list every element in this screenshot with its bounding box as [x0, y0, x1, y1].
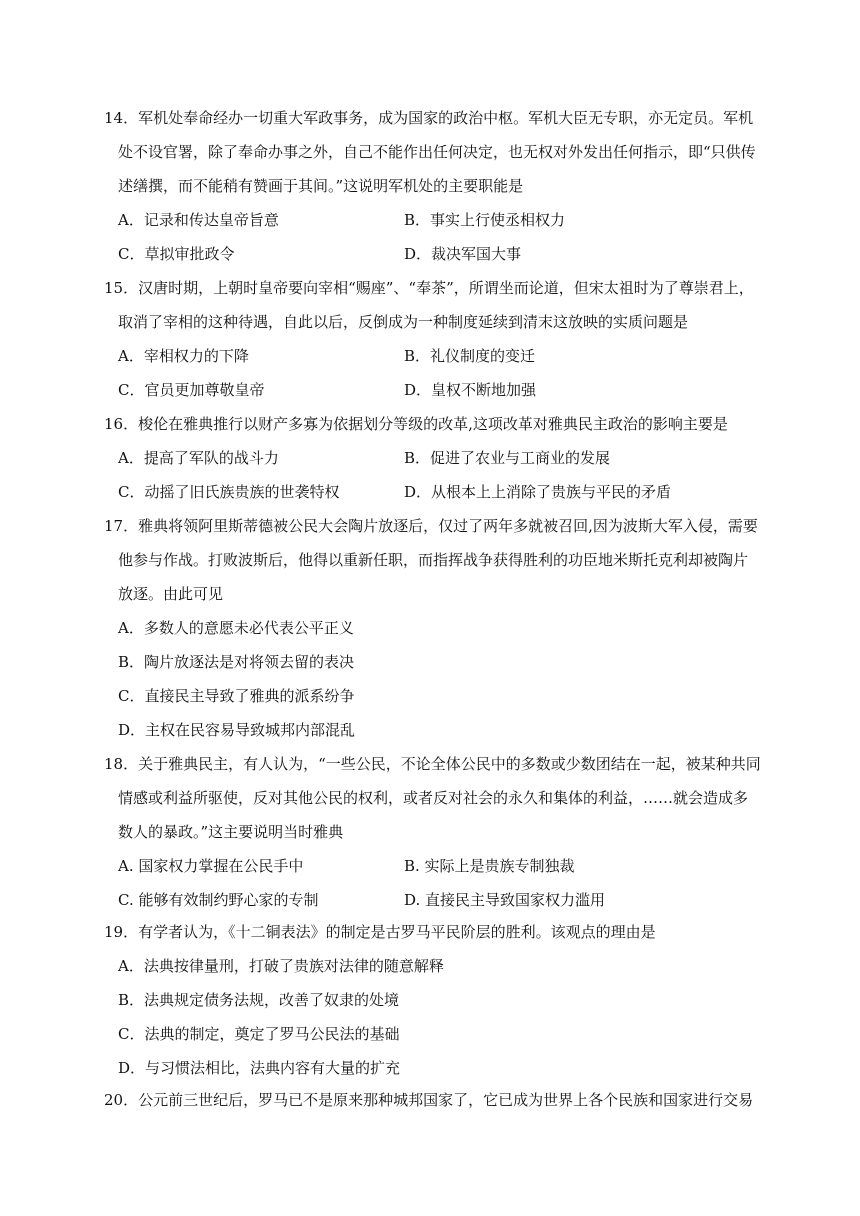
question-15-option-d[interactable]: D．皇权不断地加强	[404, 381, 537, 399]
question-19	[104, 915, 764, 949]
question-14-line-3: 述缮撰，而不能稍有赞画于其间。”这说明军机处的主要职能是	[118, 177, 524, 195]
question-19-option-c[interactable]: C．法典的制定，奠定了罗马公民法的基础	[118, 1025, 400, 1043]
question-20	[104, 1083, 764, 1117]
question-17-option-a[interactable]: A．多数人的意愿未必代表公平正义	[118, 619, 354, 637]
question-16	[104, 407, 764, 441]
question-16-line-1: 16．梭伦在雅典推行以财产多寡为依据划分等级的改革,这项改革对雅典民主政治的影响主要是	[104, 415, 728, 433]
question-19-option-a[interactable]: A．法典按律量刑，打破了贵族对法律的随意解释	[118, 957, 444, 975]
question-14-option-c[interactable]: C．草拟审批政令	[118, 245, 235, 263]
question-15-option-b[interactable]: B．礼仪制度的变迁	[404, 347, 536, 365]
question-19-option-d[interactable]: D．与习惯法相比，法典内容有大量的扩充	[118, 1059, 401, 1077]
question-14-line-2: 处不设官署，除了奉命办事之外，自己不能作出任何决定，也无权对外发出任何指示，即“只供传	[118, 143, 756, 161]
question-14-option-d[interactable]: D．裁决军国大事	[404, 245, 522, 263]
question-15-line-2: 取消了宰相的这种待遇，自此以后，反倒成为一种制度延续到清末这放映的实质问题是	[118, 313, 689, 331]
question-15	[104, 271, 764, 339]
question-19-line-1: 19．有学者认为，《十二铜表法》的制定是古罗马平民阶层的胜利。该观点的理由是	[104, 923, 656, 941]
question-17-option-c[interactable]: C．直接民主导致了雅典的派系纷争	[118, 687, 355, 705]
question-18-option-a[interactable]: A. 国家权力掌握在公民手中	[118, 857, 304, 875]
question-18-line-1: 18．关于雅典民主，有人认为，“一些公民，不论全体公民中的多数或少数团结在一起，被某种共同	[104, 755, 761, 773]
question-16-option-c[interactable]: C．动摇了旧氏族贵族的世袭特权	[118, 483, 340, 501]
question-18-option-b[interactable]: B. 实际上是贵族专制独裁	[404, 857, 575, 875]
question-17-line-3: 放逐。由此可见	[118, 585, 224, 603]
question-19-option-b[interactable]: B．法典规定债务法规，改善了奴隶的处境	[118, 991, 400, 1009]
question-18-line-3: 数人的暴政。”这主要说明当时雅典	[118, 823, 344, 841]
question-20-line-1: 20．公元前三世纪后，罗马已不是原来那种城邦国家了，它已成为世界上各个民族和国家进行交易	[104, 1091, 754, 1109]
question-18-option-c[interactable]: C. 能够有效制约野心家的专制	[118, 891, 319, 909]
question-18	[104, 747, 764, 849]
question-15-option-c[interactable]: C．官员更加尊敬皇帝	[118, 381, 265, 399]
question-16-option-d[interactable]: D．从根本上上消除了贵族与平民的矛盾	[404, 483, 672, 501]
question-18-option-d[interactable]: D. 直接民主导致国家权力滥用	[404, 891, 606, 909]
question-17-option-d[interactable]: D．主权在民容易导致城邦内部混乱	[118, 721, 356, 739]
question-16-option-a[interactable]: A．提高了军队的战斗力	[118, 449, 279, 467]
question-17-line-1: 17．雅典将领阿里斯蒂德被公民大会陶片放逐后，仅过了两年多就被召回,因为波斯大军入侵，需要	[104, 517, 758, 535]
question-14-option-a[interactable]: A．记录和传达皇帝旨意	[118, 211, 279, 229]
question-15-option-a[interactable]: A．宰相权力的下降	[118, 347, 249, 365]
question-17-line-2: 他参与作战。打败波斯后，他得以重新任职，而指挥战争获得胜利的功臣地米斯托克利却被陶片	[118, 551, 749, 569]
question-17	[104, 509, 764, 611]
question-14-line-1: 14．军机处奉命经办一切重大军政事务，成为国家的政治中枢。军机大臣无专职，亦无定员。军机	[104, 109, 754, 127]
question-15-line-1: 15．汉唐时期，上朝时皇帝要向宰相“赐座”、“奉茶”，所谓坐而论道，但宋太祖时为了尊崇君上，	[104, 279, 754, 297]
question-16-option-b[interactable]: B．促进了农业与工商业的发展	[404, 449, 611, 467]
question-18-line-2: 情感或利益所驱使，反对其他公民的权利，或者反对社会的永久和集体的利益，……就会造成多	[118, 789, 749, 807]
question-14	[104, 101, 764, 203]
question-14-option-b[interactable]: B．事实上行使丞相权力	[404, 211, 566, 229]
question-17-option-b[interactable]: B．陶片放逐法是对将领去留的表决	[118, 653, 355, 671]
